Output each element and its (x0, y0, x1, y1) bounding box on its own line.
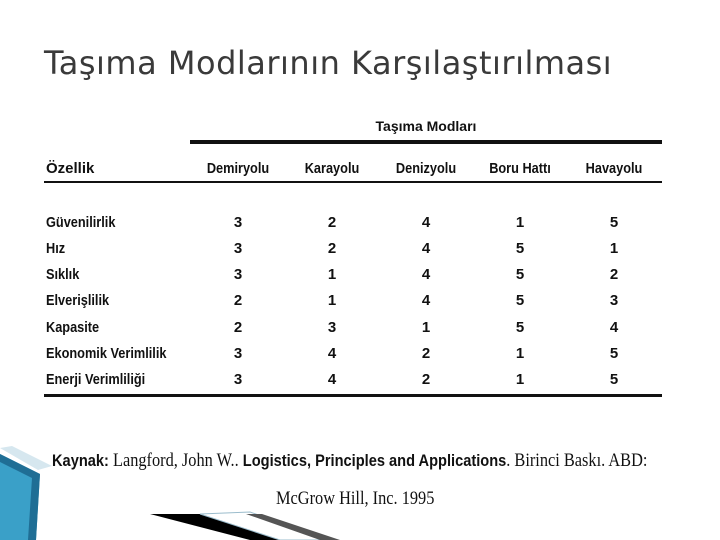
table-cell: 5 (515, 319, 525, 336)
table-cell: 3 (233, 371, 243, 388)
table-cell: 5 (609, 371, 619, 388)
table-cell: 1 (515, 371, 525, 388)
source-suffix: . Birinci Baskı. ABD: (506, 450, 648, 471)
table-cell: 3 (609, 292, 619, 309)
source-book: Logistics, Principles and Applications (242, 451, 507, 470)
table-cell: 5 (515, 266, 525, 283)
column-header: Karayolu (304, 160, 360, 177)
table-cell: 4 (327, 371, 337, 388)
column-header: Havayolu (585, 160, 643, 177)
table-cell: 1 (609, 240, 619, 257)
table-cell: 3 (233, 266, 243, 283)
table-cell: 1 (515, 214, 525, 231)
table-cell: 1 (327, 292, 337, 309)
table-cell: 5 (609, 214, 619, 231)
table-cell: 2 (327, 214, 337, 231)
row-label: Güvenilirlik (46, 214, 116, 231)
table-cell: 3 (233, 214, 243, 231)
table-cell: 2 (421, 371, 431, 388)
table-cell: 4 (609, 319, 619, 336)
row-label: Enerji Verimliliği (46, 371, 146, 388)
column-header: Boru Hattı (489, 160, 551, 177)
row-label: Hız (46, 240, 66, 257)
table-cell: 3 (233, 240, 243, 257)
bottom-rule (44, 394, 662, 397)
table-cell: 4 (421, 240, 431, 257)
table-cell: 1 (421, 319, 431, 336)
source-publisher: McGrow Hill, Inc. 1995 (276, 488, 435, 509)
row-label: Ekonomik Verimlilik (46, 345, 167, 362)
header-rule (44, 181, 662, 183)
table-cell: 5 (609, 345, 619, 362)
table-cell: 5 (515, 292, 525, 309)
row-label: Kapasite (46, 319, 100, 336)
table-cell: 2 (327, 240, 337, 257)
table-cell: 2 (421, 345, 431, 362)
column-header: Denizyolu (395, 160, 457, 177)
table-cell: 2 (233, 319, 243, 336)
row-label: Elverişlilik (46, 292, 110, 309)
slide-decoration (0, 440, 720, 540)
table-cell: 4 (421, 266, 431, 283)
table-cell: 2 (609, 266, 619, 283)
row-label: Sıklık (46, 266, 80, 283)
table-cell: 4 (421, 292, 431, 309)
group-rule (190, 140, 662, 144)
source-author: Langford, John W.. (108, 450, 243, 471)
table-cell: 1 (515, 345, 525, 362)
group-header: Taşıma Modları (375, 118, 477, 134)
table-cell: 4 (327, 345, 337, 362)
table-cell: 3 (327, 319, 337, 336)
table-cell: 1 (327, 266, 337, 283)
source-prefix: Kaynak: (52, 451, 109, 470)
table-cell: 4 (421, 214, 431, 231)
column-header: Demiryolu (206, 160, 270, 177)
slide-title: Taşıma Modlarının Karşılaştırılması (44, 44, 613, 82)
feature-header: Özellik (46, 160, 95, 177)
table-cell: 3 (233, 345, 243, 362)
table-cell: 2 (233, 292, 243, 309)
table-cell: 5 (515, 240, 525, 257)
